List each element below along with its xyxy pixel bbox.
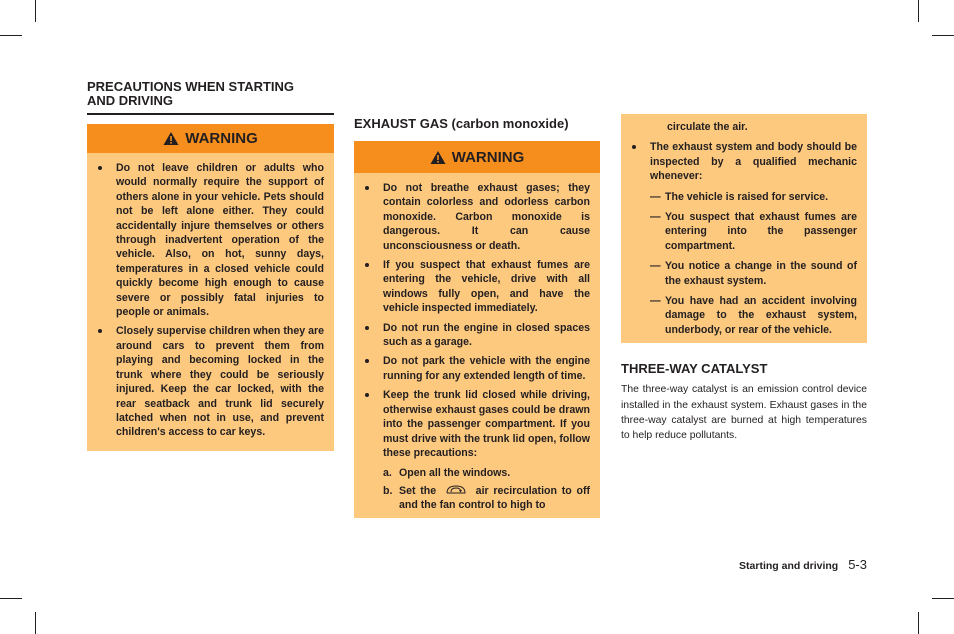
warning-title: WARNING (185, 130, 258, 147)
left-column (87, 80, 334, 451)
bullet-icon (365, 393, 369, 397)
dash-item (650, 259, 857, 288)
section-heading (87, 80, 334, 108)
sub-text: Open all the windows. (399, 467, 511, 480)
warning-text: If you suspect that exhaust fumes are entering the vehicle, drive with all windows fully open, and have the vehicle inspected immediately. (383, 259, 590, 315)
right-column (621, 114, 867, 443)
warning-text: Keep the trunk lid closed while driving, otherwise exhaust gases could be drawn into the passenger compartment. If you must drive with the trunk lid open, follow these precautions: (383, 389, 590, 459)
sub-list (383, 466, 590, 512)
footer-section-title: Starting and driving (739, 560, 839, 572)
bullet-icon (365, 326, 369, 330)
sub-text-pre: Set the (399, 484, 437, 497)
warning-text: Do not run the engine in closed spaces such as a garage. (383, 321, 590, 349)
warning-text: Do not breathe exhaust gases; they contain colorless and odorless carbon monoxide. Carbon monoxide is dangerous. It can cause unconsciousness or death. (383, 182, 590, 252)
warning-item (362, 181, 590, 253)
dash-text: The vehicle is raised for service. (665, 190, 829, 203)
dash-list (650, 190, 857, 338)
heading-rule (87, 113, 334, 115)
dash-item (650, 190, 857, 204)
bullet-icon (98, 329, 102, 333)
warning-list (354, 173, 600, 518)
bullet-icon (365, 359, 369, 363)
warning-header (354, 141, 600, 173)
warning-text: Closely supervise children when they are around cars to prevent them from playing and becoming locked in the trunk where they could be seriously injured. Keep the car locked, with the rear seatback and trunk lid securely latched when not in use, and prevent children's access to car keys. (116, 325, 324, 439)
crop-mark (918, 0, 919, 22)
dash-marker: — (650, 190, 661, 203)
crop-mark (932, 598, 954, 599)
body-paragraph: The three-way catalyst is an emission control device installed in the exhaust system. Exhaust gases in the three-way catalyst are burned at high temperatures to help reduce pollutants. (621, 384, 867, 442)
sub-text-post: air recirculation to off and the fan control to high to (399, 484, 590, 512)
sub-item (383, 484, 590, 513)
crop-mark (0, 35, 22, 36)
section-heading: THREE-WAY CATALYST (621, 361, 768, 377)
air-recirculation-icon (445, 484, 467, 496)
crop-mark (918, 612, 919, 634)
warning-item (95, 324, 324, 439)
warning-item (362, 388, 590, 512)
bullet-icon (365, 186, 369, 190)
bullet-icon (98, 166, 102, 170)
warning-list (87, 153, 334, 451)
page-footer (739, 557, 867, 572)
crop-mark (35, 612, 36, 634)
crop-mark (35, 0, 36, 22)
crop-mark (0, 598, 22, 599)
sub-marker: b. (383, 484, 393, 497)
continuation-text: circulate the air. (667, 121, 748, 133)
warning-box (354, 141, 600, 518)
warning-text: Do not park the vehicle with the engine running for any extended length of time. (383, 355, 590, 382)
warning-item (362, 258, 590, 316)
dash-text: You notice a change in the sound of the exhaust system. (665, 260, 857, 287)
dash-text: You have had an accident involving damage to the exhaust system, underbody, or rear of the vehicle. (665, 295, 857, 336)
heading-line: PRECAUTIONS WHEN STARTING (87, 79, 295, 94)
sub-text (399, 484, 590, 513)
warning-item (362, 354, 590, 383)
bullet-icon (632, 145, 636, 149)
dash-text: You suspect that exhaust fumes are entering into the passenger compartment. (665, 211, 857, 252)
warning-triangle-icon (430, 150, 446, 165)
dash-marker: — (650, 211, 661, 224)
sub-item (383, 466, 590, 480)
warning-text: Do not leave children or adults who would normally require the support of others alone in your vehicle. Pets should not be left alone either. They could accidentally injure themselves or others through inadvertent operation of the vehicle. Also, on hot, sunny days, temperatures in a closed vehicle could quickly become high enough to cause severe or possibly fatal injuries to people or animals. (116, 162, 324, 319)
warning-item (95, 161, 324, 319)
page-number: 5-3 (848, 557, 867, 572)
sub-marker: a. (383, 467, 392, 480)
middle-column (354, 117, 600, 518)
bullet-icon (365, 263, 369, 267)
warning-header (87, 124, 334, 153)
warning-title: WARNING (451, 148, 525, 166)
warning-item (629, 140, 857, 337)
warning-box-continued (621, 114, 867, 343)
heading-line: AND DRIVING (87, 93, 173, 108)
dash-item (650, 210, 857, 253)
warning-triangle-icon (163, 131, 179, 146)
warning-item (362, 321, 590, 350)
dash-marker: — (650, 260, 661, 273)
crop-mark (932, 35, 954, 36)
warning-box (87, 124, 334, 451)
warning-text: The exhaust system and body should be inspected by a qualified mechanic whenever: (650, 141, 857, 183)
dash-marker: — (650, 295, 661, 308)
section-heading: EXHAUST GAS (carbon monoxide) (354, 116, 569, 131)
dash-item (650, 294, 857, 337)
